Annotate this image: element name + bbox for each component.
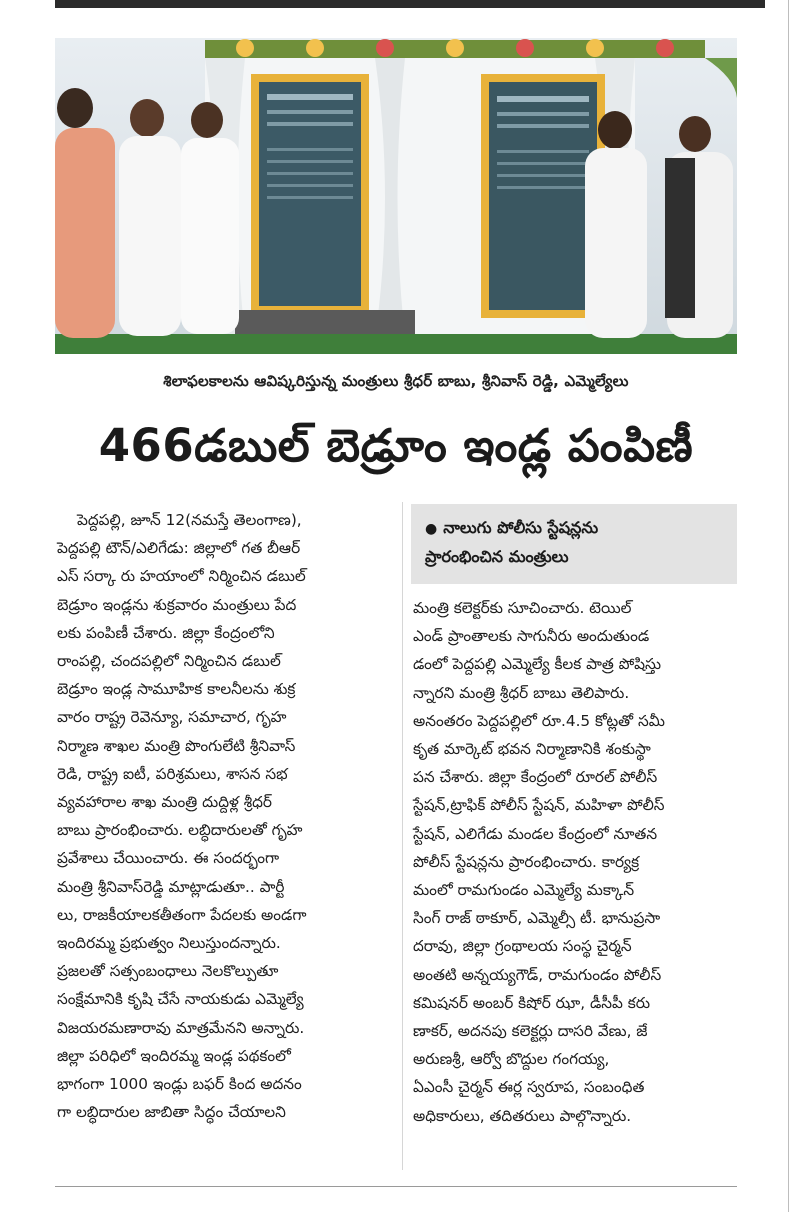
body-line: లకు పంపిణీ చేశారు. జిల్లా కేంద్రంలోని bbox=[57, 623, 275, 642]
body-line: వారం రాష్ట్ర రెవెన్యూ, సమాచార, గృహ bbox=[57, 708, 287, 727]
body-line: గా లబ్ధిదారుల జాబితా సిద్ధం చేయాలని bbox=[57, 1103, 286, 1122]
body-line: బెడ్రూం ఇండ్ల సామూహిక కాలనీలను శుక్ర bbox=[57, 680, 296, 699]
body-line: అంతటి అన్నయ్యగౌడ్, రామగుండం పోలీస్ bbox=[413, 965, 662, 984]
body-line: పోలీస్ స్టేషన్లను ప్రారంభించారు. కార్యక్ర bbox=[413, 852, 640, 871]
highlight-box bbox=[411, 504, 737, 584]
body-line: స్టేషన్, ఎలిగేడు మండల కేంద్రంలో నూతన bbox=[413, 824, 658, 843]
body-line: అనంతరం పెద్దపల్లిలో రూ.4.5 కోట్లతో సమీ bbox=[413, 711, 665, 730]
body-line: వ్యవహారాల శాఖ మంత్రి దుద్దిళ్ల శ్రీధర్ bbox=[57, 793, 273, 812]
bullet-icon: ● bbox=[425, 521, 438, 537]
body-line: జిల్లా పరిధిలో ఇందిరమ్మ ఇండ్ల పథకంలో bbox=[57, 1046, 291, 1065]
body-line: సింగ్ రాజ్ ఠాకూర్, ఎమ్మెల్సీ టీ. భానుప్రసా bbox=[413, 909, 661, 928]
article-column-left bbox=[57, 506, 393, 1126]
body-line: ప్రజలతో సత్సంబంధాలు నెలకొల్పుతూ bbox=[57, 962, 279, 981]
body-line: మంత్రి శ్రీనివాస్‌రెడ్డి మాట్లాడుతూ.. పార్టీ bbox=[57, 877, 285, 896]
article-column-right bbox=[413, 594, 745, 1130]
body-line: ప్రవేశాలు చేయించారు. ఈ సందర్భంగా bbox=[57, 849, 280, 868]
page-edge-rule bbox=[788, 0, 789, 1212]
body-line: బెడ్రూం ఇండ్లను శుక్రవారం మంత్రులు పేద bbox=[57, 595, 297, 614]
body-line: న్నారని మంత్రి శ్రీధర్ బాబు తెలిపారు. bbox=[413, 683, 630, 702]
bottom-rule bbox=[55, 1186, 737, 1187]
body-line: మంలో రామగుండం ఎమ్మెల్యే మక్కాన్ bbox=[413, 881, 635, 900]
body-line: డంలో పెద్దపల్లి ఎమ్మెల్యే కీలక పాత్ర పోషిస్తు bbox=[413, 655, 662, 674]
body-line: స్టేషన్,ట్రాఫిక్ పోలీస్ స్టేషన్, మహిళా పోలీస్ bbox=[413, 796, 665, 815]
body-line: బాబు ప్రారంభించారు. లబ్ధిదారులతో గృహ bbox=[57, 821, 303, 840]
body-line: రెడి, రాష్ట్ర ఐటీ, పరిశ్రమలు, శాసన సభ bbox=[57, 764, 288, 783]
body-line: నిర్మాణ శాఖల మంత్రి పొంగులేటి శ్రీనివాస్ bbox=[57, 736, 296, 755]
body-line: కమిషనర్ అంబర్ కిషోర్ ఝా, డీసీపీ కరు bbox=[413, 993, 651, 1012]
article-headline: 466డబుల్ బెడ్రూం ఇండ్ల పంపిణీ bbox=[98, 419, 694, 472]
body-line: పెద్దపల్లి, జూన్ 12(నమస్తే తెలంగాణ), bbox=[77, 511, 302, 529]
article-photo bbox=[55, 38, 737, 354]
highlight-line-2: ప్రారంభించిన మంత్రులు bbox=[425, 547, 569, 566]
body-line: ఇందిరమ్మ ప్రభుత్వం నిలుస్తుందన్నారు. bbox=[57, 934, 281, 953]
body-line: దరావు, జిల్లా గ్రంథాలయ సంస్థ చైర్మన్ bbox=[413, 937, 632, 956]
body-line: ఏఎంసీ చైర్మన్ ఈర్ల స్వరూప, సంబంధిత bbox=[413, 1078, 645, 1097]
masthead-strip bbox=[55, 0, 765, 8]
photo-caption: శిలాఫలకాలను ఆవిష్కరిస్తున్న మంత్రులు శ్రీధర్ బాబు, శ్రీనివాస్ రెడ్డి, ఎమ్మెల్యేలు bbox=[163, 372, 629, 390]
body-line: ణాకర్, అదనపు కలెక్టర్లు దాసరి వేణు, జే bbox=[413, 1022, 648, 1041]
body-line: పెద్దపల్లి టౌన్/ఎలిగేడు: జిల్లాలో గత బీఆర్ bbox=[57, 539, 301, 558]
highlight-line-1: ● నాలుగు పోలీసు స్టేషన్లను bbox=[425, 518, 599, 537]
body-line: ఎస్ సర్కా రు హయాంలో నిర్మించిన డబుల్ bbox=[57, 567, 306, 586]
body-line: లు, రాజకీయాలకతీతంగా పేదలకు అండగా bbox=[57, 905, 307, 924]
body-line: అధికారులు, తదితరులు పాల్గొన్నారు. bbox=[413, 1106, 632, 1125]
body-line: విజయరమణారావు మాత్రమేనని అన్నారు. bbox=[57, 1018, 305, 1037]
body-line: మంత్రి కలెక్టర్‌కు సూచించారు. టెయిల్ bbox=[413, 599, 632, 617]
column-divider bbox=[402, 502, 403, 1170]
body-line: భాగంగా 1000 ఇండ్లు బఫర్ కింద అదనం bbox=[57, 1075, 302, 1094]
body-line: ఎండ్ ప్రాంతాలకు సాగునీరు అందుతుండ bbox=[413, 627, 650, 646]
body-line: అరుణశ్రీ, ఆర్వో బొద్దుల గంగయ్య, bbox=[413, 1050, 610, 1069]
body-line: రాంపల్లి, చందపల్లిలో నిర్మించిన డబుల్ bbox=[57, 652, 281, 671]
photo-icon bbox=[55, 38, 737, 354]
body-line: కృత మార్కెట్ భవన నిర్మాణానికి శంకుస్థా bbox=[413, 740, 651, 759]
body-line: సంక్షేమానికి కృషి చేసే నాయకుడు ఎమ్మెల్యే bbox=[57, 990, 304, 1009]
body-line: పన చేశారు. జిల్లా కేంద్రంలో రూరల్ పోలీస్ bbox=[413, 768, 658, 787]
